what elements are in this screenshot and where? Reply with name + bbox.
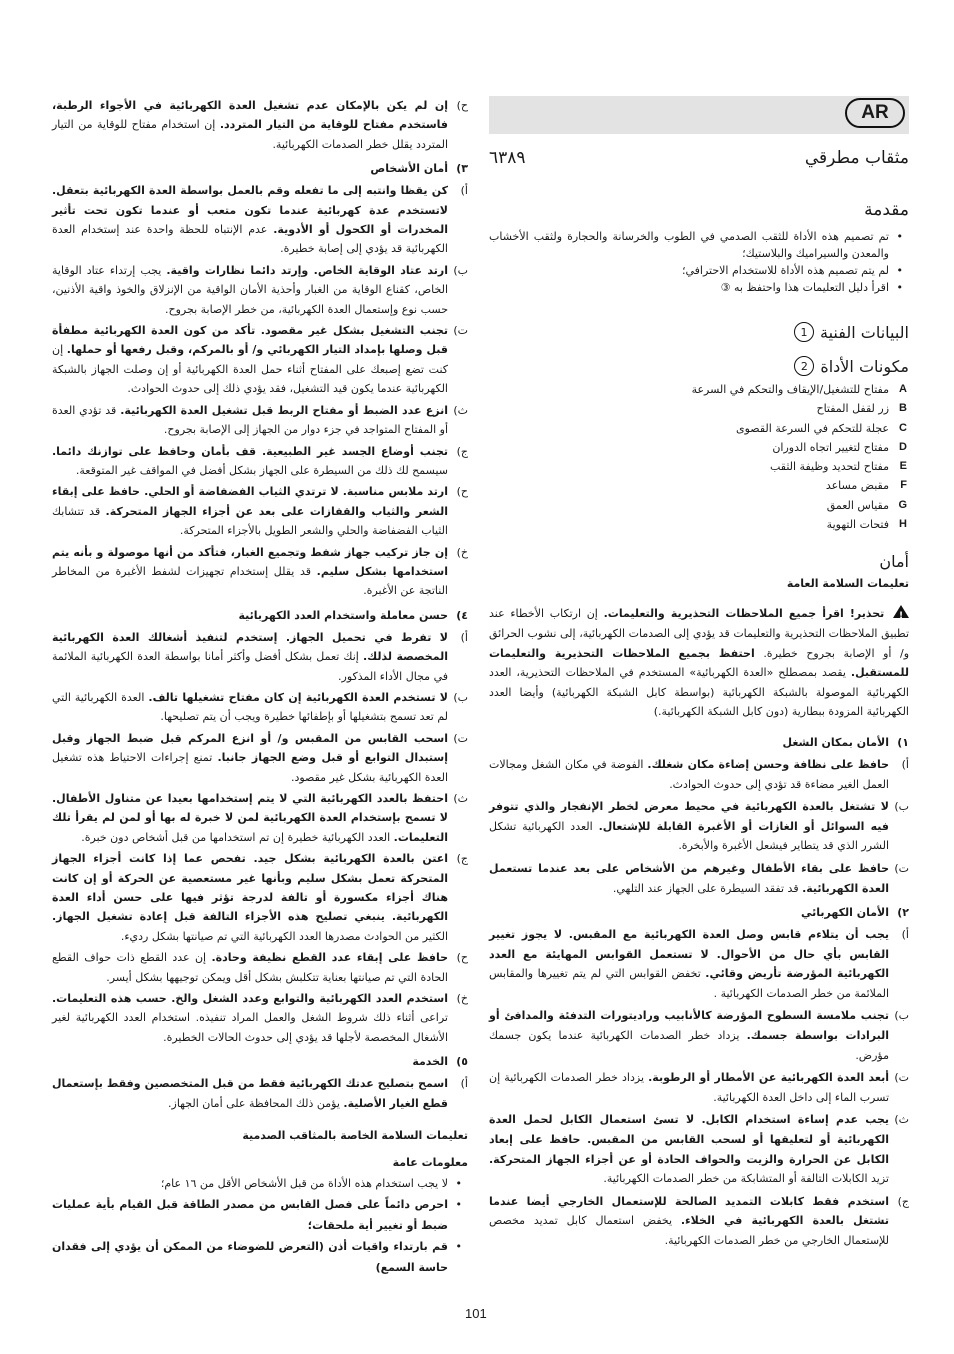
intro-bullets [489, 228, 909, 296]
safety-item: ت) تجنب التشغيل بشكل غير مقصود. تأكد من كون العدة الكهربائية مطفأة قبل وصلها بإمداد التيار الكهربائي و/ أو بالمركم، وقبل رفعها أو حملها. إن كنت تضع إصبعك على المفتاح أثناء حمل العدة الكهربائية أو إن وصلت الجهاز بالشبكة الكهربائية عندما يكون قيد التشغيل، فقد يؤدي ذلك إلى حدوث الحوادث. [52, 324, 468, 396]
component-item: D مفتاح لتغيير اتجاه الدوران [772, 440, 907, 454]
safety-item: ث) يجب عدم إساءة استخدام الكابل. لا تسئ استعمال الكابل لحمل العدة الكهربائية أو لتعليقها أو لسحب القابس من المقبس. حافظ على إبعاد الكابل عن الحرارة والزيت والحواف الحادة أو عن أجزاء الجهاز المتحركة. تزيد الكابلات التالفة أو المتشابكة من خطر الصدمات الكهربائية. [489, 1113, 909, 1186]
safety-item: ج) استخدم فقط كابلات التمديد الصالحة للإستعمال الخارجي أيضا عندما تشتغل بالعدة الكهربائية في الخلاء. يخفض استعمال كابل تمديد مخصص للإستعمال الخارجي من خطر الصدمات الكهربائية. [489, 1194, 909, 1247]
hammer-safety-heading: تعليمات السلامة الخاصة بالمثاقب الصدمية [242, 1129, 468, 1143]
components-list [489, 380, 909, 534]
safety-item: ب) لا تشتغل بالعدة الكهربائية في محيط معرض لخطر الإنفجار والذي تتوفر فيه السوائل أو الغازات أو الأغبرة القابلة للإشتعال. العدد الكهربائية تشكل الشرر الذي قد يتطاير فيشعل الأغبرة والأبخرة. [489, 800, 909, 853]
safety-item: خ) إن جاز تركيب جهاز شفط وتجميع الغبار، فتأكد من أنها موصولة و بأنه يتم استخدامها بشكل سليم. قد يقلل إستخدام تجهيزات لشفط الأغبرة من المخاطر الناتجة عن الأغبرة. [52, 545, 468, 598]
safety-item: ح) ارتد ملابس مناسبة. لا ترتدي الثياب الفضفاضة أو الحلي. حافظ على إبقاء الشعر والثياب والقفازات على بعد عن أجزاء الجهاز المتحركة. قد تتشابك الثياب الفضفاضة والحلي والشعر الطويل بالأجزاء المتحركة. [52, 485, 468, 538]
component-item: B زر لقفل المفتاح [816, 402, 907, 416]
general-info-heading: معلومات عامة [392, 1156, 468, 1170]
right-column [489, 96, 909, 1254]
component-item: G مقياس العمق [826, 498, 907, 512]
safety-item: ث) انزع عدد الضبط أو مفتاح الربط قبل تشغيل العدة الكهربائية. قد تؤدي العدة أو المفتاح المتواجد في جزء دوار من الجهاز إلى الإصابة بجروح. [52, 403, 468, 437]
work-area-heading: ١) الأمان بمكان الشغل [782, 735, 909, 749]
intro-bullet: • لم يتم تصميم هذه الأداة للاستخدام الاحترافي؛ [489, 262, 909, 279]
safety-item: ج) تجنب أوضاع الجسد غير الطبيعية. قف بأمان وحافظ على توازنك دائما. سيسمح لك ذلك من السيطرة على الجهاز بشكل أفضل في المواقف غير المتوقعة. [52, 444, 468, 477]
component-item: C عجلة للتحكم في السرعة القصوى [736, 421, 907, 435]
product-title: مثقاب مطرقي [804, 148, 909, 168]
hammer-safety-bullet: • لا يجب استخدام هذه الأداة من قبل الأشخاص الأقل من ١٦ عام؛ [52, 1173, 468, 1194]
safety-item: أ) يجب أن يتلاءم قابس وصل العدة الكهربائية مع المقبس. لا يجوز تغيير القابس بأي حال من الأحوال. لا تستعمل القوابس المهايئة مع العدد الكهربائية المؤرضة تأريض وقائي. تخفض القوابس التي لم يتم تغييرها والمقابس الملائمة من خطر الصدمات الكهربائية . [489, 928, 909, 1000]
safety-item: ت) أبعد العدة الكهربائية عن الأمطار أو الرطوبة. يزداد خطر الصدمات الكهربائية إن تسرب الماء إلى داخل العدة الكهربائية. [489, 1071, 909, 1104]
model-number: ٦٣٨٩ [489, 148, 526, 168]
component-item: E مفتاح لتحديد وظيفة الثقب [769, 460, 907, 474]
electrical-safety-heading: ٢) الأمان الكهربائي [800, 906, 909, 920]
hammer-safety-bullet: • قم بارتداء واقيات أذن (التعرض للضوضاء من الممكن أن يؤدي إلى فقدان حاسة السمع) [52, 1236, 468, 1278]
page-number: 101 [465, 1306, 487, 1321]
components-heading-text: مكونات الأداة [820, 356, 909, 376]
warning-paragraph: ! تحذير! اقرأ جميع الملاحظات التحذيرية والتعليمات. إن ارتكاب الأخطاء عند تطبيق الملاحظات التحذيرية والتعليمات قد يؤدي إلى الصدمات الكهربائية، إلى نشوب الحرائق و/ أو الإصابة بجروح خطيرة. احتفظ بجميع الملاحظات التحذيرية والتعليمات للمستقبل. يقصد بمصطلح «العدة الكهربائية» المستخدم في الملاحظات التحذيرية، العدد الكهربائية الموصولة بالشبكة الكهربائية (بواسطة كابل الشبكة الكهربائية) وأيضا العدد الكهربائية المزودة ببطارية (دون كابل الشبكة الكهربائية.) [489, 604, 909, 722]
specs-heading [489, 322, 909, 342]
service-heading: ٥) الخدمة [412, 1055, 468, 1069]
component-item: F مقبض مساعد [825, 479, 907, 493]
component-item: H فتحات التهوية [826, 518, 907, 532]
product-title-row [489, 148, 909, 182]
safety-item: ب) تجنب ملامسة السطوح المؤرضة كالأنابيب وراديتورات التدفئة والمدافئ أو البرادات بواسطة جسمك. يزداد خطر الصدمات الكهربائية عندما يكون جسمك مؤرض. [489, 1009, 909, 1062]
specs-heading-text: البيانات الفنية [820, 322, 909, 342]
safety-item: ت) حافظ على بقاء الأطفال وغيرهم من الأشخاص على بعد عندما تستعمل العدة الكهربائية. قد تفقد السيطرة على الجهاز عند التلهي. [489, 861, 909, 895]
tool-use-heading: ٤) حسن معاملة واستخدام العدد الكهربائية [238, 608, 468, 622]
component-item: A مفتاح للتشغيل/الإيقاف والتحكم في السرعة [691, 383, 907, 396]
safety-item: ب) ارتد عتاد الوقاية الخاص. وإرتد دائما نظارات واقية. يجب إرتداء عتاد الوقاية الخاص، كقناع الوقاية من الغبار وأحذية الأمان الواقية من الإنزلاق والخوذ واقية الأذنين، حسب نوع وإستعمال العدة الكهربائية، من خطر الإصابة بجروح. [52, 263, 468, 316]
safety-item: ث) احتفظ بالعدد الكهربائية التي لا يتم إستخدامها بعيدا عن متناول الأطفال. لا تسمح بإستخدام العدة الكهربائية لمن لا خبرة له بها أو لمن لم يقرأ تلك التعليمات. العدد الكهربائية خطيرة إن تم استخدامها من قبل أشخاص دون خبرة. [52, 792, 468, 844]
personal-safety-heading: ٣) أمان الأشخاص [370, 162, 468, 176]
safety-item: أ) كن يقظا وانتبه إلى ما تفعله وقم بالعمل بواسطة العدة الكهربائية بتعقل. لاتستخدم عدة كهربائية عندما تكون متعب أو عندما تكون تحت تأثير المخدرات أو الكحول أو الأدوية. عدم الإنتباه للحظة واحدة عند إستخدام العدة الكهربائية قد يؤدي إلى إصابة خطيرة. [52, 184, 468, 256]
safety-item: ت) اسحب القابس من المقبس و/ أو انزع المركم قبل ضبط الجهاز وقبل إستبدال التوابع أو قبل وضع الجهاز جانبا. تمنع إجراءات الاحتياط هذه تشغيل العدة الكهربائية بشكل غير مقصود. [52, 731, 468, 784]
components-heading [489, 356, 909, 376]
left-column [52, 96, 468, 1278]
safety-item: ح) حافظ على إبقاء عدد القطع نظيفة وحادة. إن عدد القطع ذات حواف القطع الحادة التي تم صيانتها بعناية تتكلبش بشكل أقل ويمكن توجيهها بشكل أيسر. [52, 951, 468, 984]
hammer-safety-bullet: • احرص دائماً على فصل القابس من مصدر الطاقة قبل القيام بأية عمليات ضبط أو تغيير أية ملحقات؛ [52, 1194, 468, 1236]
intro-bullet: • تم تصميم هذه الأداة للثقب الصدمي في الطوب والخرسانة والحجارة ولثقب الأخشاب والمعدن والسيراميك والبلاستيك؛ [489, 228, 909, 262]
intro-heading: مقدمة [864, 200, 909, 220]
safety-item: خ) استخدم العدد الكهربائية والتوابع وعدد الشغل والخ. حسب هذه التعليمات. تراعى أثناء ذلك شروط الشغل والعمل المراد تنفيذه. استخدام العدد الكهربائية لغير الأشغال المخصصة لأجلها قد يؤدي إلى حدوث الحالات الخطيرة. [52, 992, 468, 1044]
safety-item: أ) حافظ على نظافة وحسن إضاءة مكان شغلك. الفوضة في مكان الشغل ومجالات العمل الغير مضاءة قد تؤدي إلى حدوث الحوادث. [489, 757, 909, 791]
safety-item: ح) إن لم يكن بالإمكان عدم تشغيل العدة الكهربائية في الأجواء الرطبة، فاستخدم مفتاح للوقاية من التيار المتردد. إن استخدام مفتاح للوقاية من التيار المتردد يقلل خطر الصدمات الكهربائية. [52, 99, 468, 151]
figure-ref-badge: 2 [794, 356, 814, 376]
intro-bullet: • اقرأ دليل التعليمات هذا واحتفظ به ③ [489, 279, 909, 296]
safety-item: أ) لا تفرط في تحميل الجهاز. إستخدم لتنفيذ أشغالك العدة الكهربائية المخصصة لذلك. إنك تعمل بشكل أفضل وأكثر أمانا بواسطة العدة الكهربائية الملائمة في مجال الأداء المذكور. [52, 630, 468, 683]
safety-item: ج) اعتن بالعدة الكهربائية بشكل جيد. تفحص عما إذا كانت أجزاء الجهاز المتحركة تعمل بشكل سليم وبأنها غير مستعصية عن الحركة أو إن كانت هناك أجزاء مكسورة أو تالفة لدرجة تؤثر فيها على حسن أداء العدة الكهربائية. ينبغي تصليح هذه الأجزاء التالفة قبل إعادة تشغيل الجهاز. الكثير من الحوادث مصدرها العدد الكهربائية التي تم صيانتها بشكل رديء. [52, 852, 468, 943]
warning-triangle-icon [893, 605, 909, 618]
general-safety-heading: تعليمات السلامة العامة [786, 577, 909, 591]
safety-heading: أمان [879, 552, 909, 572]
language-header-bar [489, 96, 909, 134]
language-badge: AR [845, 98, 905, 128]
safety-item: أ) اسمح بتصليح عدتك الكهربائية فقط من قبل المتخصصين وفقط بإستعمال قطع الغيار الأصلية. يؤمن ذلك المحافظة على أمان الجهاز. [52, 1077, 468, 1110]
figure-ref-badge: 1 [794, 322, 814, 342]
safety-item: ب) لا تستخدم العدة الكهربائية إن كان مفتاح تشغيلها تالف. العدة الكهربائية التي لم تعد تسمح بتشغيلها أو بإطفائها خطيرة ويجب أن يتم تصليحها. [52, 690, 468, 724]
